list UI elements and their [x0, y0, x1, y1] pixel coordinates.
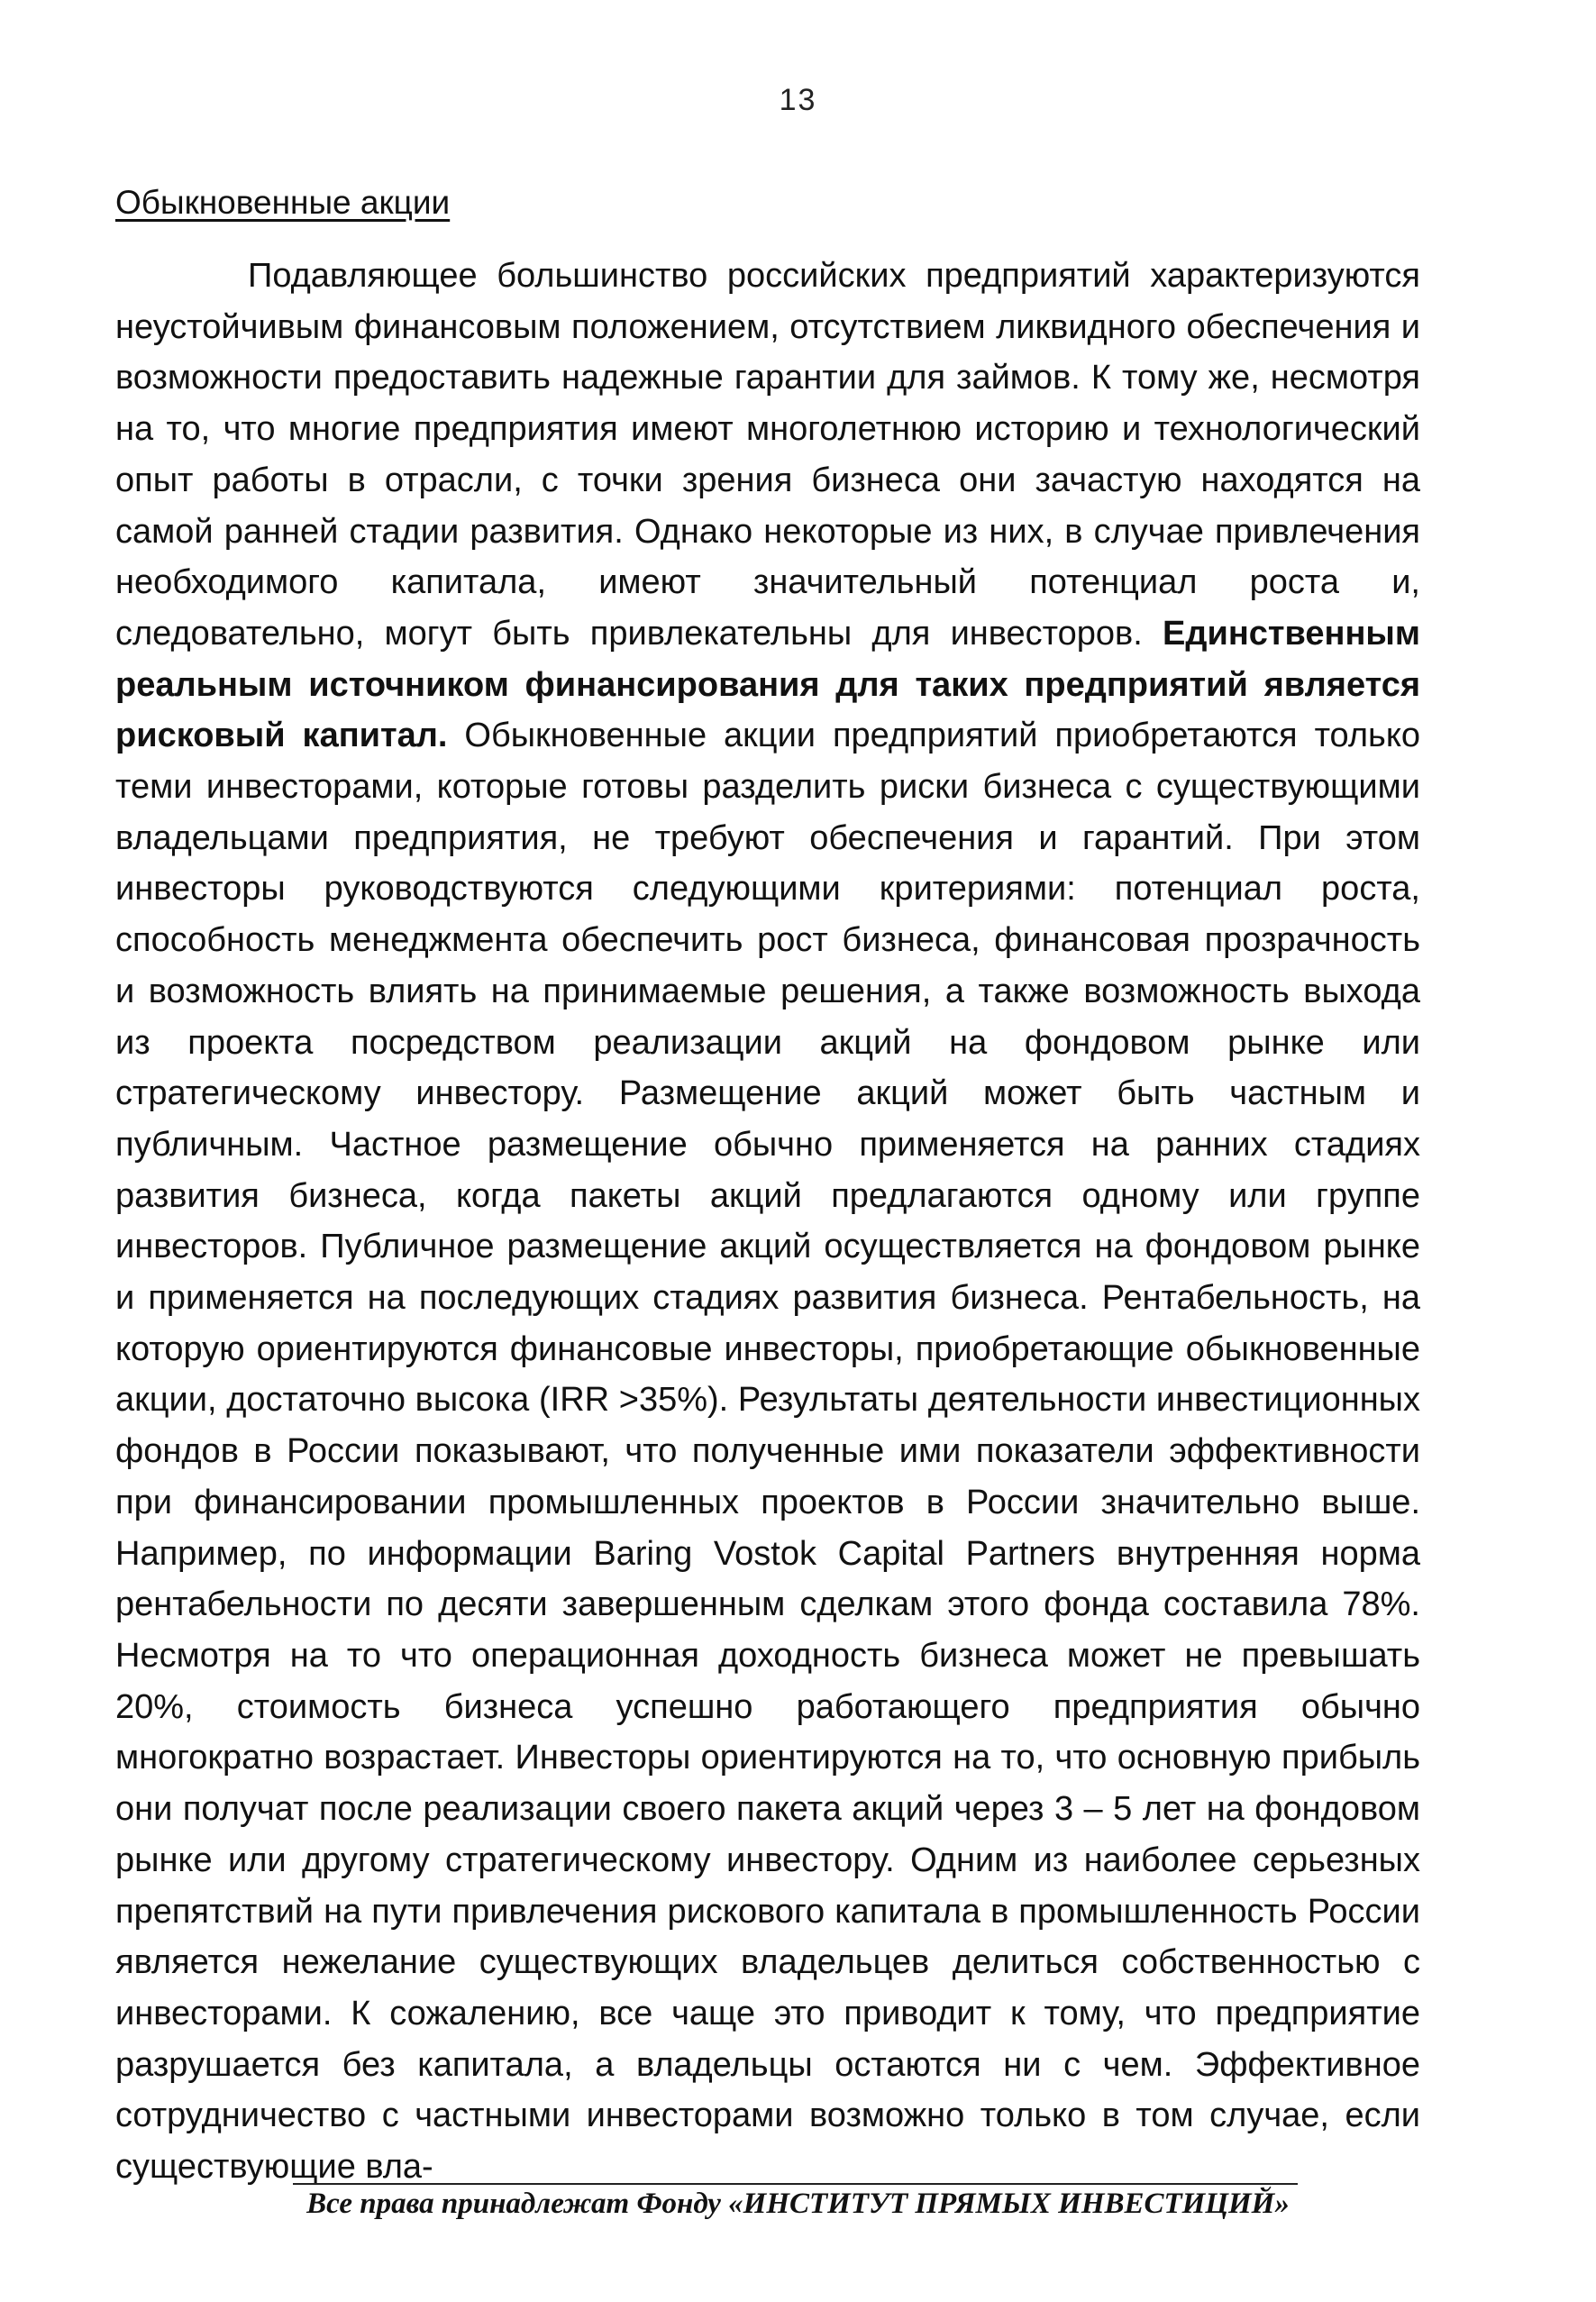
body-text-part-2: Обыкновенные акции предприятий приобретаются только теми инвесторами, которые готовы разделить риски бизнеса с существующими владельцами предприятия, не требуют обеспечения и гарантий. При этом инвесторы руководствуются следующими критериями: потенциал роста, способность менеджмента обеспечить рост бизнеса, финансовая прозрачность и возможность влиять на принимаемые решения, а также возможность выхода из проекта посредством реализации акций на фондовом рынке или стратегическому инвестору. Размещение акций может быть частным и публичным. Частное размещение обычно применяется на ранних стадиях развития бизнеса, когда пакеты акций предлагаются одному или группе инвесторов. Публичное размещение акций осуществляется на фондовом рынке и применяется на последующих стадиях развития бизнеса. Рентабельность, на которую ориентируются финансовые инвесторы, приобретающие обыкновенные акции, достаточно высока (IRR >35%). Результаты деятельности инвестиционных фондов в России показывают, что полученные ими показатели эффективности при финансировании промышленных проектов в России значительно выше. Например, по информации Baring Vostok Capital Partners внутренняя норма рентабельности по десяти завершенным сделкам этого фонда составила 78%. Несмотря на то что операционная доходность бизнеса может не превышать 20%, стоимость бизнеса успешно работающего предприятия обычно многократно возрастает. Инвесторы ориентируются на то, что основную прибыль они получат после реализации своего пакета акций через 3 – 5 лет на фондовом рынке или другому стратегическому инвестору. Одним из наиболее серьезных препятствий на пути привлечения рискового капитала в промышленность России является нежелание существующих владельцев делиться собственностью с инвесторами. К сожалению, все чаще это приводит к тому, что предприятие разрушается без капитала, а владельцы остаются ни с чем. Эффективное сотрудничество с частными инвесторами возможно только в том случае, если существующие вла- [115, 717, 1420, 2187]
body-emphasis: Единственным реальным источником финансирования для таких предприятий является рисковый капитал. [115, 614, 1420, 755]
footer-divider [293, 2183, 1298, 2185]
body-paragraph [115, 251, 1420, 2193]
body-text-part-1: Подавляющее большинство российских предприятий характеризуются неустойчивым финансовым положением, отсутствием ликвидного обеспечения и возможности предоставить надежные гарантии для займов. К тому же, несмотря на то, что многие предприятия имеют многолетнюю историю и технологический опыт работы в отрасли, с точки зрения бизнеса они зачастую находятся на самой ранней стадии развития. Однако некоторые из них, в случае привлечения необходимого капитала, имеют значительный потенциал роста и, следовательно, могут быть привлекательны для инвесторов. [115, 257, 1420, 653]
footer-copyright: Все права принадлежат Фонду «ИНСТИТУТ ПРЯМЫХ ИНВЕСТИЦИЙ» [306, 2188, 1290, 2220]
section-heading: Обыкновенные акции [115, 184, 451, 221]
page-number: 13 [779, 83, 817, 117]
